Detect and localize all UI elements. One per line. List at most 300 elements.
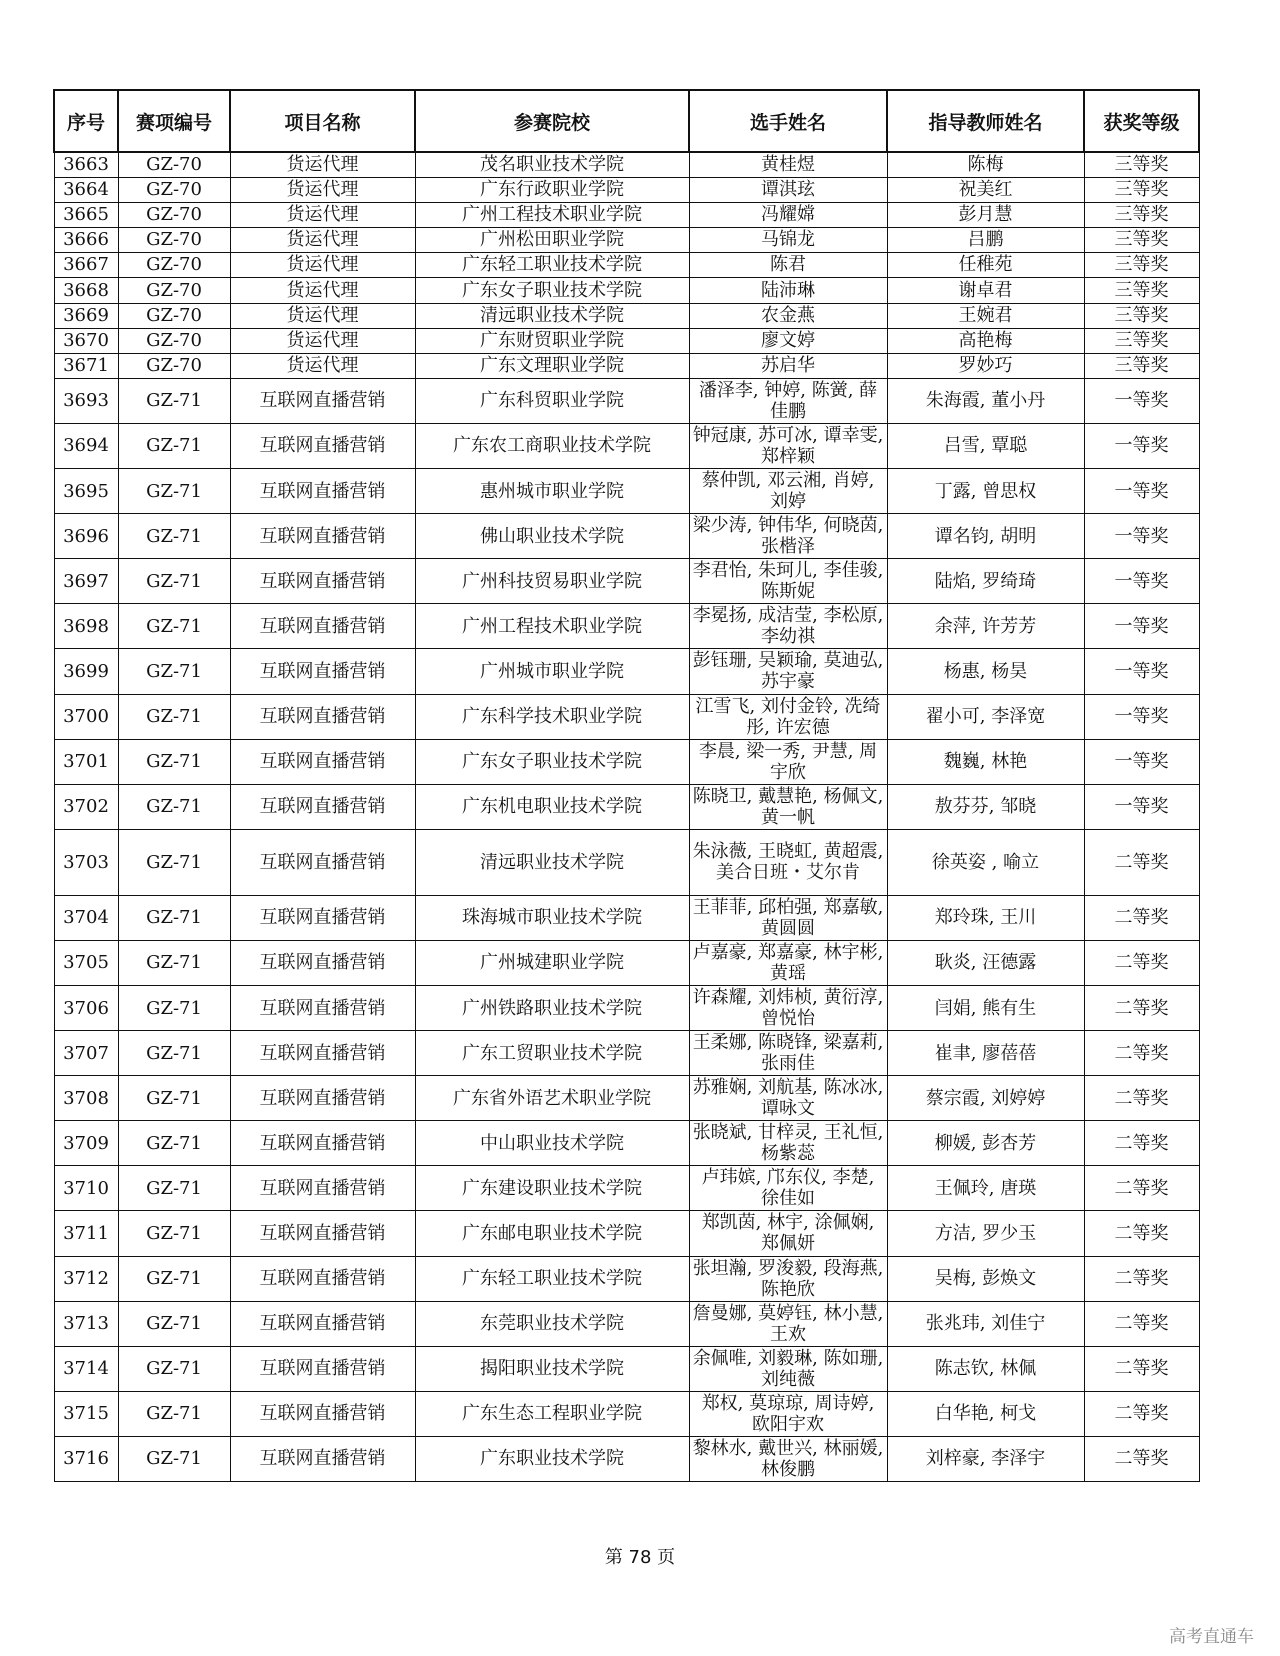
cell-code: GZ-70 — [118, 228, 230, 253]
watermark: 高考直通车 — [1169, 1627, 1254, 1647]
cell-school: 广东工贸职业技术学院 — [415, 1031, 689, 1076]
cell-code: GZ-70 — [118, 152, 230, 178]
cell-students — [689, 514, 887, 559]
students-text: 朱泳薇, 王晓虹, 黄超震, 美合日班・艾尔肯 — [692, 841, 884, 884]
cell-teachers: 任稚苑 — [887, 253, 1084, 278]
table-row — [54, 328, 1199, 353]
cell-students — [689, 378, 887, 423]
cell-project: 货运代理 — [230, 253, 415, 278]
cell-school: 茂名职业技术学院 — [415, 152, 689, 178]
cell-students — [689, 1076, 887, 1121]
cell-code: GZ-71 — [118, 1076, 230, 1121]
cell-teachers: 方洁, 罗少玉 — [887, 1211, 1084, 1256]
cell-no: 3701 — [54, 739, 118, 784]
cell-project: 互联网直播营销 — [230, 694, 415, 739]
table-row — [54, 353, 1199, 378]
cell-award: 一等奖 — [1084, 604, 1199, 649]
cell-project: 互联网直播营销 — [230, 1301, 415, 1346]
students-text: 陈晓卫, 戴慧艳, 杨佩文, 黄一帆 — [692, 785, 884, 828]
cell-code: GZ-71 — [118, 378, 230, 423]
table-row — [54, 559, 1199, 604]
cell-project: 互联网直播营销 — [230, 829, 415, 895]
table-row — [54, 1436, 1199, 1481]
cell-no: 3706 — [54, 985, 118, 1030]
cell-project: 互联网直播营销 — [230, 1211, 415, 1256]
cell-no: 3711 — [54, 1211, 118, 1256]
cell-code: GZ-71 — [118, 784, 230, 829]
cell-school: 广东轻工职业技术学院 — [415, 253, 689, 278]
table-row — [54, 1166, 1199, 1211]
cell-school: 广州工程技术职业学院 — [415, 203, 689, 228]
cell-award: 二等奖 — [1084, 1346, 1199, 1391]
cell-students: 谭淇玹 — [689, 178, 887, 203]
cell-students — [689, 1301, 887, 1346]
cell-project: 互联网直播营销 — [230, 378, 415, 423]
table-row — [54, 1031, 1199, 1076]
cell-students: 马锦龙 — [689, 228, 887, 253]
cell-teachers: 郑玲珠, 王川 — [887, 895, 1084, 940]
cell-code: GZ-70 — [118, 203, 230, 228]
cell-no: 3667 — [54, 253, 118, 278]
students-text: 余佩唯, 刘毅琳, 陈如珊, 刘纯薇 — [692, 1347, 884, 1390]
cell-no: 3716 — [54, 1436, 118, 1481]
students-text: 张晓斌, 甘梓灵, 王礼恒, 杨紫蕊 — [692, 1122, 884, 1165]
cell-no: 3664 — [54, 178, 118, 203]
cell-award: 二等奖 — [1084, 1256, 1199, 1301]
cell-students — [689, 649, 887, 694]
page-number: 第 78 页 — [604, 1547, 676, 1568]
cell-teachers: 敖芬芬, 邹晓 — [887, 784, 1084, 829]
cell-award: 二等奖 — [1084, 985, 1199, 1030]
cell-teachers: 谭名钧, 胡明 — [887, 514, 1084, 559]
cell-award: 一等奖 — [1084, 469, 1199, 514]
table-row — [54, 739, 1199, 784]
cell-code: GZ-70 — [118, 328, 230, 353]
cell-project: 互联网直播营销 — [230, 940, 415, 985]
table-row — [54, 895, 1199, 940]
cell-project: 货运代理 — [230, 152, 415, 178]
cell-teachers: 王佩玲, 唐瑛 — [887, 1166, 1084, 1211]
cell-teachers: 杨惠, 杨昊 — [887, 649, 1084, 694]
cell-teachers: 朱海霞, 董小丹 — [887, 378, 1084, 423]
header-school: 参赛院校 — [415, 90, 689, 152]
cell-project: 互联网直播营销 — [230, 985, 415, 1030]
table-body — [54, 152, 1199, 1482]
cell-project: 互联网直播营销 — [230, 1031, 415, 1076]
table-row — [54, 378, 1199, 423]
cell-project: 互联网直播营销 — [230, 739, 415, 784]
cell-code: GZ-71 — [118, 829, 230, 895]
cell-project: 货运代理 — [230, 278, 415, 303]
cell-code: GZ-71 — [118, 1166, 230, 1211]
students-text: 詹曼娜, 莫婷钰, 林小慧, 王欢 — [692, 1302, 884, 1345]
cell-project: 货运代理 — [230, 328, 415, 353]
students-text: 江雪飞, 刘付金铃, 冼绮彤, 许宏德 — [695, 695, 881, 738]
cell-students — [689, 1346, 887, 1391]
cell-school: 珠海城市职业技术学院 — [415, 895, 689, 940]
cell-school: 广东女子职业技术学院 — [415, 278, 689, 303]
cell-school: 惠州城市职业学院 — [415, 469, 689, 514]
cell-teachers: 祝美红 — [887, 178, 1084, 203]
cell-project: 互联网直播营销 — [230, 1346, 415, 1391]
cell-no: 3700 — [54, 694, 118, 739]
table-row — [54, 1301, 1199, 1346]
cell-no: 3699 — [54, 649, 118, 694]
cell-school: 广东农工商职业技术学院 — [415, 423, 689, 468]
header-row — [54, 90, 1199, 152]
cell-school: 广东省外语艺术职业学院 — [415, 1076, 689, 1121]
table-row — [54, 303, 1199, 328]
cell-no: 3668 — [54, 278, 118, 303]
cell-code: GZ-71 — [118, 1121, 230, 1166]
cell-award: 二等奖 — [1084, 1031, 1199, 1076]
header-students: 选手姓名 — [689, 90, 887, 152]
table-row — [54, 985, 1199, 1030]
cell-code: GZ-71 — [118, 423, 230, 468]
cell-teachers: 柳媛, 彭杏芳 — [887, 1121, 1084, 1166]
table-row — [54, 228, 1199, 253]
students-text: 蔡仲凯, 邓云湘, 肖婷, 刘婷 — [701, 470, 875, 513]
cell-award: 二等奖 — [1084, 1121, 1199, 1166]
cell-students: 冯耀嫦 — [689, 203, 887, 228]
cell-award: 二等奖 — [1084, 1211, 1199, 1256]
cell-students — [689, 829, 887, 895]
cell-code: GZ-71 — [118, 1346, 230, 1391]
cell-school: 广东财贸职业学院 — [415, 328, 689, 353]
students-text: 王菲菲, 邱柏强, 郑嘉敏, 黄圆圆 — [692, 896, 884, 939]
cell-project: 互联网直播营销 — [230, 1166, 415, 1211]
students-text: 梁少涛, 钟伟华, 何晓茵, 张楷泽 — [692, 515, 884, 558]
cell-students — [689, 1031, 887, 1076]
cell-award: 一等奖 — [1084, 784, 1199, 829]
table-row — [54, 649, 1199, 694]
cell-project: 互联网直播营销 — [230, 514, 415, 559]
header-code: 赛项编号 — [118, 90, 230, 152]
cell-project: 互联网直播营销 — [230, 1256, 415, 1301]
cell-project: 货运代理 — [230, 228, 415, 253]
cell-code: GZ-71 — [118, 559, 230, 604]
cell-project: 互联网直播营销 — [230, 1076, 415, 1121]
cell-award: 三等奖 — [1084, 353, 1199, 378]
cell-no: 3708 — [54, 1076, 118, 1121]
cell-teachers: 高艳梅 — [887, 328, 1084, 353]
cell-teachers: 陆焰, 罗绮琦 — [887, 559, 1084, 604]
cell-teachers: 魏巍, 林艳 — [887, 739, 1084, 784]
students-text: 苏雅娴, 刘航基, 陈冰冰, 谭咏文 — [692, 1077, 884, 1120]
cell-code: GZ-71 — [118, 1256, 230, 1301]
cell-award: 二等奖 — [1084, 1391, 1199, 1436]
table-row — [54, 604, 1199, 649]
header-award: 获奖等级 — [1084, 90, 1199, 152]
table-row — [54, 694, 1199, 739]
students-text: 黎林水, 戴世兴, 林丽媛, 林俊鹏 — [692, 1437, 884, 1480]
cell-school: 广东建设职业技术学院 — [415, 1166, 689, 1211]
cell-teachers: 吴梅, 彭焕文 — [887, 1256, 1084, 1301]
cell-code: GZ-71 — [118, 895, 230, 940]
cell-school: 揭阳职业技术学院 — [415, 1346, 689, 1391]
cell-project: 互联网直播营销 — [230, 649, 415, 694]
cell-school: 广州城市职业学院 — [415, 649, 689, 694]
header-project: 项目名称 — [230, 90, 415, 152]
table-row — [54, 1211, 1199, 1256]
cell-project: 互联网直播营销 — [230, 469, 415, 514]
cell-code: GZ-71 — [118, 985, 230, 1030]
cell-code: GZ-71 — [118, 1211, 230, 1256]
cell-school: 广州松田职业学院 — [415, 228, 689, 253]
cell-school: 广东科学技术职业学院 — [415, 694, 689, 739]
cell-students — [689, 1436, 887, 1481]
cell-students: 农金燕 — [689, 303, 887, 328]
cell-school: 广州城建职业学院 — [415, 940, 689, 985]
table-row — [54, 1391, 1199, 1436]
cell-school: 佛山职业技术学院 — [415, 514, 689, 559]
cell-award: 三等奖 — [1084, 278, 1199, 303]
cell-award: 二等奖 — [1084, 1301, 1199, 1346]
cell-school: 广东机电职业技术学院 — [415, 784, 689, 829]
students-text: 李冕扬, 成洁莹, 李松原, 李幼祺 — [692, 605, 884, 648]
cell-teachers: 陈志钦, 林佩 — [887, 1346, 1084, 1391]
cell-no: 3697 — [54, 559, 118, 604]
cell-code: GZ-71 — [118, 649, 230, 694]
students-text: 许森耀, 刘炜桢, 黄衍淳, 曾悦怡 — [692, 987, 884, 1030]
cell-no: 3710 — [54, 1166, 118, 1211]
cell-teachers: 崔聿, 廖蓓蓓 — [887, 1031, 1084, 1076]
cell-teachers: 吕鹏 — [887, 228, 1084, 253]
cell-school: 广东职业技术学院 — [415, 1436, 689, 1481]
cell-students — [689, 1166, 887, 1211]
students-text: 李晨, 梁一秀, 尹慧, 周宇欣 — [698, 740, 878, 783]
awards-table — [53, 89, 1200, 1482]
cell-award: 一等奖 — [1084, 378, 1199, 423]
students-text: 郑凯茵, 林宇, 涂佩娴, 郑佩妍 — [701, 1212, 875, 1255]
cell-school: 广东文理职业学院 — [415, 353, 689, 378]
cell-code: GZ-70 — [118, 278, 230, 303]
students-text: 郑权, 莫琼琼, 周诗婷, 欧阳宇欢 — [701, 1392, 875, 1435]
cell-code: GZ-70 — [118, 253, 230, 278]
cell-students: 黄桂煜 — [689, 152, 887, 178]
cell-award: 一等奖 — [1084, 694, 1199, 739]
cell-project: 货运代理 — [230, 303, 415, 328]
table-row — [54, 423, 1199, 468]
cell-award: 二等奖 — [1084, 940, 1199, 985]
students-text: 张坦瀚, 罗浚毅, 段海燕, 陈艳欣 — [692, 1257, 884, 1300]
cell-award: 三等奖 — [1084, 328, 1199, 353]
table-row — [54, 514, 1199, 559]
cell-no: 3671 — [54, 353, 118, 378]
cell-award: 一等奖 — [1084, 559, 1199, 604]
cell-code: GZ-71 — [118, 694, 230, 739]
table-row — [54, 1256, 1199, 1301]
cell-students — [689, 1391, 887, 1436]
cell-students — [689, 739, 887, 784]
cell-no: 3694 — [54, 423, 118, 468]
cell-students — [689, 1211, 887, 1256]
cell-school: 广东女子职业技术学院 — [415, 739, 689, 784]
cell-no: 3707 — [54, 1031, 118, 1076]
cell-teachers: 刘梓豪, 李泽宇 — [887, 1436, 1084, 1481]
cell-teachers: 耿炎, 汪德露 — [887, 940, 1084, 985]
cell-teachers: 余萍, 许芳芳 — [887, 604, 1084, 649]
cell-teachers: 吕雪, 覃聪 — [887, 423, 1084, 468]
cell-teachers: 蔡宗霞, 刘婷婷 — [887, 1076, 1084, 1121]
cell-project: 货运代理 — [230, 178, 415, 203]
students-text: 卢嘉豪, 郑嘉豪, 林宇彬, 黄瑶 — [692, 941, 884, 984]
cell-no: 3696 — [54, 514, 118, 559]
table-row — [54, 829, 1199, 895]
cell-no: 3698 — [54, 604, 118, 649]
cell-students: 苏启华 — [689, 353, 887, 378]
cell-award: 三等奖 — [1084, 228, 1199, 253]
cell-teachers: 闫娟, 熊有生 — [887, 985, 1084, 1030]
students-text: 潘泽李, 钟婷, 陈黉, 薛佳鹏 — [698, 379, 878, 422]
cell-students — [689, 694, 887, 739]
cell-teachers: 徐英姿 , 喻立 — [887, 829, 1084, 895]
cell-no: 3709 — [54, 1121, 118, 1166]
cell-students — [689, 1121, 887, 1166]
cell-award: 二等奖 — [1084, 1166, 1199, 1211]
cell-project: 互联网直播营销 — [230, 1121, 415, 1166]
cell-code: GZ-71 — [118, 1436, 230, 1481]
table-row — [54, 278, 1199, 303]
cell-project: 互联网直播营销 — [230, 423, 415, 468]
cell-code: GZ-71 — [118, 469, 230, 514]
cell-students — [689, 940, 887, 985]
cell-school: 广州科技贸易职业学院 — [415, 559, 689, 604]
cell-code: GZ-70 — [118, 178, 230, 203]
cell-students — [689, 895, 887, 940]
cell-teachers: 彭月慧 — [887, 203, 1084, 228]
cell-students — [689, 423, 887, 468]
cell-no: 3670 — [54, 328, 118, 353]
cell-students: 陆沛琳 — [689, 278, 887, 303]
cell-no: 3663 — [54, 152, 118, 178]
table-row — [54, 152, 1199, 178]
table-row — [54, 784, 1199, 829]
cell-students: 廖文婷 — [689, 328, 887, 353]
cell-award: 一等奖 — [1084, 739, 1199, 784]
cell-no: 3693 — [54, 378, 118, 423]
cell-code: GZ-71 — [118, 940, 230, 985]
cell-code: GZ-71 — [118, 739, 230, 784]
cell-code: GZ-71 — [118, 1391, 230, 1436]
cell-award: 二等奖 — [1084, 829, 1199, 895]
cell-no: 3704 — [54, 895, 118, 940]
table-row — [54, 203, 1199, 228]
cell-school: 广东科贸职业学院 — [415, 378, 689, 423]
cell-code: GZ-71 — [118, 514, 230, 559]
cell-students: 陈君 — [689, 253, 887, 278]
cell-school: 广东生态工程职业学院 — [415, 1391, 689, 1436]
cell-no: 3715 — [54, 1391, 118, 1436]
cell-no: 3713 — [54, 1301, 118, 1346]
cell-school: 广东邮电职业技术学院 — [415, 1211, 689, 1256]
cell-project: 互联网直播营销 — [230, 895, 415, 940]
cell-award: 二等奖 — [1084, 1436, 1199, 1481]
cell-school: 清远职业技术学院 — [415, 829, 689, 895]
cell-students — [689, 604, 887, 649]
cell-teachers: 陈梅 — [887, 152, 1084, 178]
cell-code: GZ-70 — [118, 303, 230, 328]
cell-award: 三等奖 — [1084, 178, 1199, 203]
header-teachers: 指导教师姓名 — [887, 90, 1084, 152]
cell-teachers: 白华艳, 柯戈 — [887, 1391, 1084, 1436]
cell-no: 3714 — [54, 1346, 118, 1391]
cell-code: GZ-70 — [118, 353, 230, 378]
cell-award: 二等奖 — [1084, 1076, 1199, 1121]
cell-no: 3669 — [54, 303, 118, 328]
cell-teachers: 王婉君 — [887, 303, 1084, 328]
cell-project: 互联网直播营销 — [230, 559, 415, 604]
cell-no: 3703 — [54, 829, 118, 895]
cell-award: 一等奖 — [1084, 514, 1199, 559]
cell-students — [689, 784, 887, 829]
cell-award: 三等奖 — [1084, 253, 1199, 278]
cell-teachers: 谢卓君 — [887, 278, 1084, 303]
cell-no: 3666 — [54, 228, 118, 253]
cell-school: 广州铁路职业技术学院 — [415, 985, 689, 1030]
cell-teachers: 罗妙巧 — [887, 353, 1084, 378]
cell-award: 一等奖 — [1084, 649, 1199, 694]
cell-project: 互联网直播营销 — [230, 604, 415, 649]
cell-school: 广东轻工职业技术学院 — [415, 1256, 689, 1301]
cell-award: 二等奖 — [1084, 895, 1199, 940]
cell-no: 3665 — [54, 203, 118, 228]
students-text: 李君怡, 朱珂儿, 李佳骏, 陈斯妮 — [692, 560, 884, 603]
cell-project: 货运代理 — [230, 203, 415, 228]
cell-school: 广州工程技术职业学院 — [415, 604, 689, 649]
cell-school: 中山职业技术学院 — [415, 1121, 689, 1166]
table-row — [54, 253, 1199, 278]
cell-school: 清远职业技术学院 — [415, 303, 689, 328]
cell-project: 货运代理 — [230, 353, 415, 378]
students-text: 钟冠康, 苏可冰, 谭幸雯, 郑梓颖 — [692, 424, 884, 467]
table-row — [54, 469, 1199, 514]
cell-school: 东莞职业技术学院 — [415, 1301, 689, 1346]
cell-project: 互联网直播营销 — [230, 1436, 415, 1481]
cell-no: 3702 — [54, 784, 118, 829]
cell-award: 三等奖 — [1084, 303, 1199, 328]
students-text: 卢玮嫔, 邝东仪, 李楚, 徐佳如 — [701, 1167, 875, 1210]
cell-teachers: 丁露, 曾思权 — [887, 469, 1084, 514]
cell-school: 广东行政职业学院 — [415, 178, 689, 203]
cell-code: GZ-71 — [118, 1301, 230, 1346]
cell-students — [689, 985, 887, 1030]
cell-students — [689, 1256, 887, 1301]
table-row — [54, 940, 1199, 985]
cell-project: 互联网直播营销 — [230, 784, 415, 829]
header-no: 序号 — [54, 90, 118, 152]
table-row — [54, 178, 1199, 203]
cell-project: 互联网直播营销 — [230, 1391, 415, 1436]
students-text: 王柔娜, 陈晓锋, 梁嘉莉, 张雨佳 — [692, 1032, 884, 1075]
students-text: 彭钰珊, 吴颖瑜, 莫迪弘, 苏宇豪 — [692, 650, 884, 693]
cell-teachers: 张兆玮, 刘佳宁 — [887, 1301, 1084, 1346]
cell-award: 三等奖 — [1084, 203, 1199, 228]
table-row — [54, 1076, 1199, 1121]
table-row — [54, 1121, 1199, 1166]
table-row — [54, 1346, 1199, 1391]
cell-code: GZ-71 — [118, 604, 230, 649]
cell-code: GZ-71 — [118, 1031, 230, 1076]
cell-teachers: 翟小可, 李泽宽 — [887, 694, 1084, 739]
cell-no: 3695 — [54, 469, 118, 514]
cell-no: 3712 — [54, 1256, 118, 1301]
cell-no: 3705 — [54, 940, 118, 985]
cell-students — [689, 469, 887, 514]
cell-students — [689, 559, 887, 604]
cell-award: 三等奖 — [1084, 152, 1199, 178]
cell-award: 一等奖 — [1084, 423, 1199, 468]
